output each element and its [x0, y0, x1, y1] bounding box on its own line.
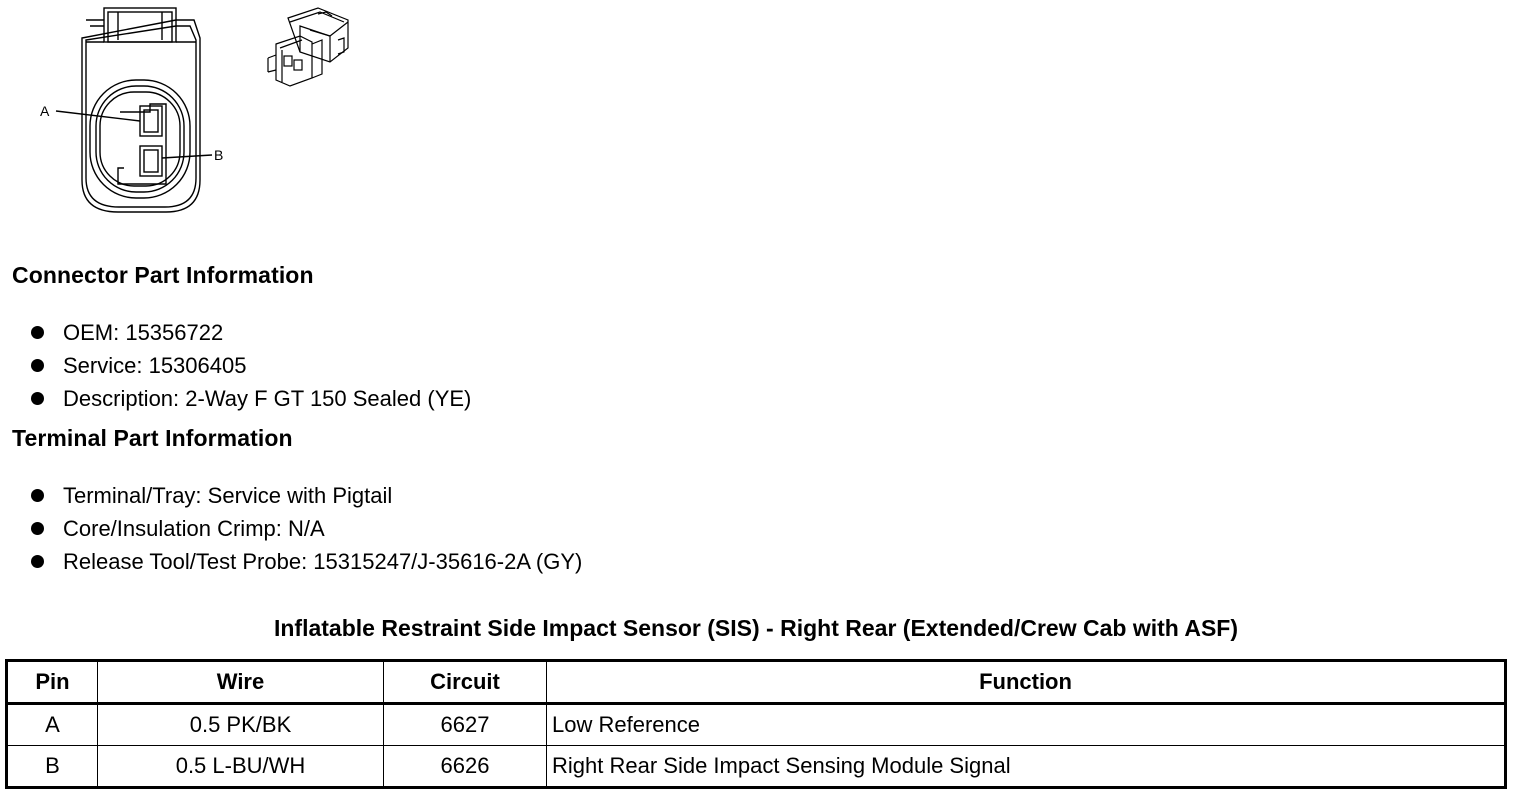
pin-table-title: Inflatable Restraint Side Impact Sensor (SIS) - Right Rear (Extended/Crew Cab with ASF): [273, 615, 1239, 641]
terminal-info-heading: Terminal Part Information: [12, 425, 293, 451]
column-header-wire: Wire: [98, 661, 384, 704]
bullet-icon: [31, 522, 44, 535]
list-item: [30, 382, 471, 415]
connector-info-list: [30, 316, 471, 415]
pin-label-a: A: [40, 103, 50, 119]
table-row: [7, 746, 1506, 788]
function-cell: Low Reference: [547, 704, 1506, 746]
list-item: [30, 349, 471, 382]
function-cell: Right Rear Side Impact Sensing Module Signal: [547, 746, 1506, 788]
list-item-text: Description: 2-Way F GT 150 Sealed (YE): [63, 386, 472, 411]
list-item-text: Terminal/Tray: Service with Pigtail: [63, 483, 393, 508]
table-header-row: [7, 661, 1506, 704]
list-item-text: Service: 15306405: [63, 353, 247, 378]
bullet-icon: [31, 392, 44, 405]
bullet-icon: [31, 555, 44, 568]
bullet-icon: [31, 489, 44, 502]
wire-cell: 0.5 L-BU/WH: [98, 746, 384, 788]
terminal-info-list: [30, 479, 582, 578]
connector-info-heading: Connector Part Information: [12, 262, 314, 288]
connector-face-view: [56, 8, 212, 212]
list-item-text: Core/Insulation Crimp: N/A: [63, 516, 325, 541]
table-row: [7, 704, 1506, 746]
pin-cell: B: [7, 746, 98, 788]
wire-cell: 0.5 PK/BK: [98, 704, 384, 746]
list-item: [30, 316, 471, 349]
list-item: [30, 479, 582, 512]
connector-diagram: [0, 0, 400, 230]
column-header-pin: Pin: [7, 661, 98, 704]
circuit-cell: 6626: [384, 746, 547, 788]
column-header-circuit: Circuit: [384, 661, 547, 704]
list-item: [30, 512, 582, 545]
column-header-function: Function: [547, 661, 1506, 704]
bullet-icon: [31, 359, 44, 372]
connector-isometric-view: [268, 8, 348, 86]
pin-label-b: B: [214, 147, 224, 163]
pin-cell: A: [7, 704, 98, 746]
bullet-icon: [31, 326, 44, 339]
list-item-text: Release Tool/Test Probe: 15315247/J-35616-2A (GY): [63, 549, 583, 574]
list-item-text: OEM: 15356722: [63, 320, 224, 345]
list-item: [30, 545, 582, 578]
circuit-cell: 6627: [384, 704, 547, 746]
pin-table: [5, 659, 1507, 789]
